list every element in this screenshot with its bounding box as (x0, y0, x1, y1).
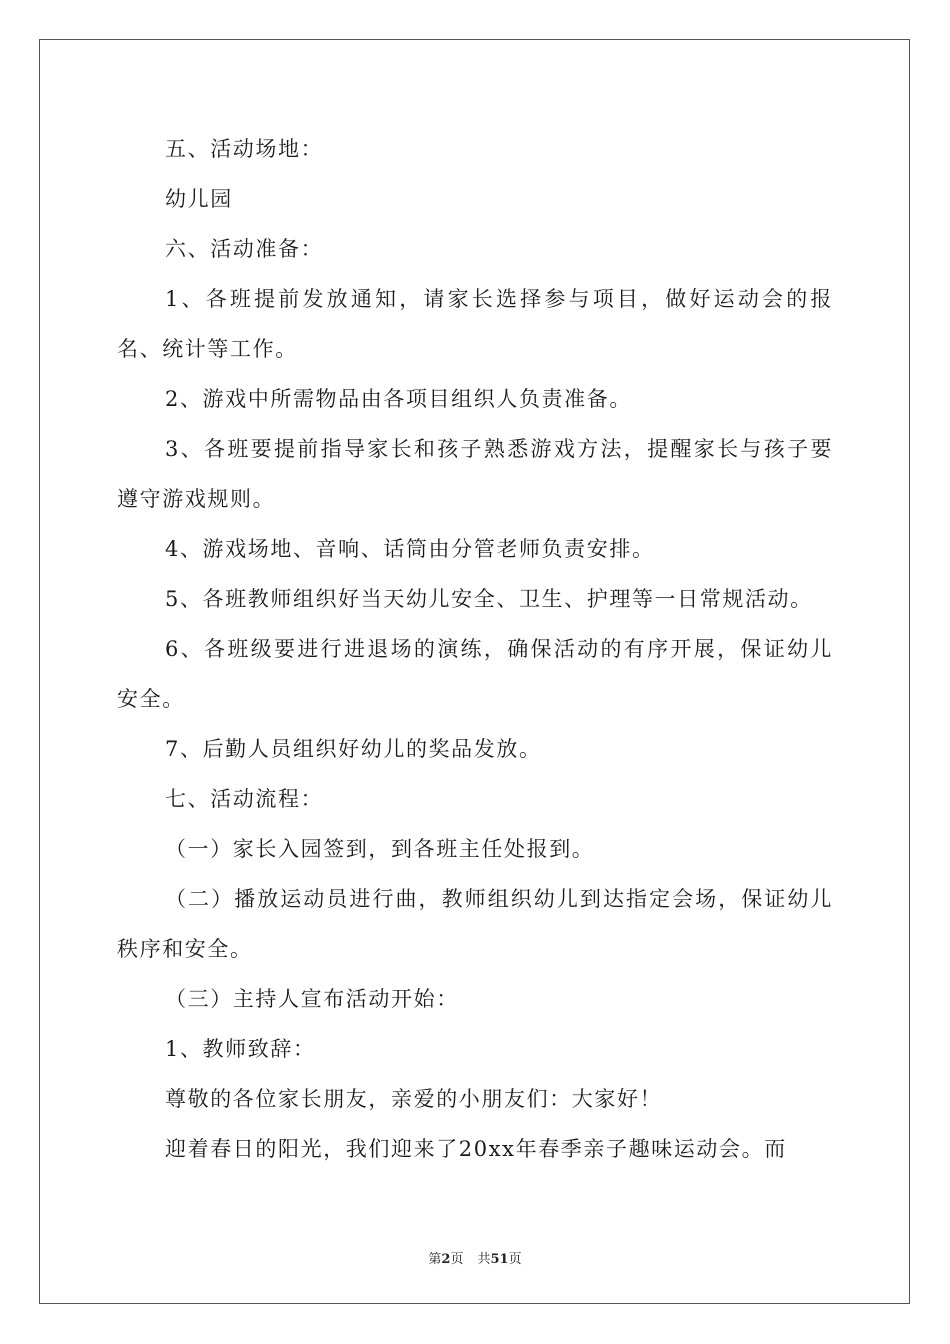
paragraph-process-heading: 七、活动流程： (165, 787, 324, 811)
paragraph-preparation-7: 7、后勤人员组织好幼儿的奖品发放。 (165, 737, 542, 761)
footer-page-prefix: 第 (428, 1252, 442, 1267)
paragraph-process-3: （三）主持人宣布活动开始： (165, 987, 459, 1011)
footer-total-suffix: 页 (508, 1252, 522, 1267)
paragraph-greeting: 尊敬的各位家长朋友，亲爱的小朋友们：大家好！ (165, 1087, 663, 1111)
paragraph-venue-heading: 五、活动场地： (165, 137, 324, 161)
paragraph-preparation-5: 5、各班教师组织好当天幼儿安全、卫生、护理等一日常规活动。 (165, 587, 813, 611)
footer-page-number: 2 (441, 1252, 451, 1267)
paragraph-preparation-4: 4、游戏场地、音响、话筒由分管老师负责安排。 (165, 537, 655, 561)
paragraph-preparation-1: 1、各班提前发放通知，请家长选择参与项目，做好运动会的报名、统计等工作。 (117, 287, 833, 361)
footer-total-prefix: 共 (477, 1252, 491, 1267)
paragraph-process-1: （一）家长入园签到，到各班主任处报到。 (165, 837, 595, 861)
footer-page-suffix: 页 (450, 1252, 464, 1267)
paragraph-speech-opening: 迎着春日的阳光，我们迎来了20xx年春季亲子趣味运动会。而 (165, 1137, 787, 1161)
paragraph-preparation-6: 6、各班级要进行进退场的演练，确保活动的有序开展，保证幼儿安全。 (117, 637, 833, 711)
paragraph-venue: 幼儿园 (165, 187, 233, 211)
footer-total-pages: 51 (490, 1252, 509, 1267)
document-body (117, 124, 833, 1174)
page-footer (0, 1248, 950, 1267)
paragraph-preparation-3: 3、各班要提前指导家长和孩子熟悉游戏方法，提醒家长与孩子要遵守游戏规则。 (117, 437, 833, 511)
paragraph-preparation-2: 2、游戏中所需物品由各项目组织人负责准备。 (165, 387, 632, 411)
paragraph-process-2: （二）播放运动员进行曲，教师组织幼儿到达指定会场，保证幼儿秩序和安全。 (117, 887, 833, 961)
paragraph-preparation-heading: 六、活动准备： (165, 237, 324, 261)
paragraph-speech-heading: 1、教师致辞： (165, 1037, 316, 1061)
